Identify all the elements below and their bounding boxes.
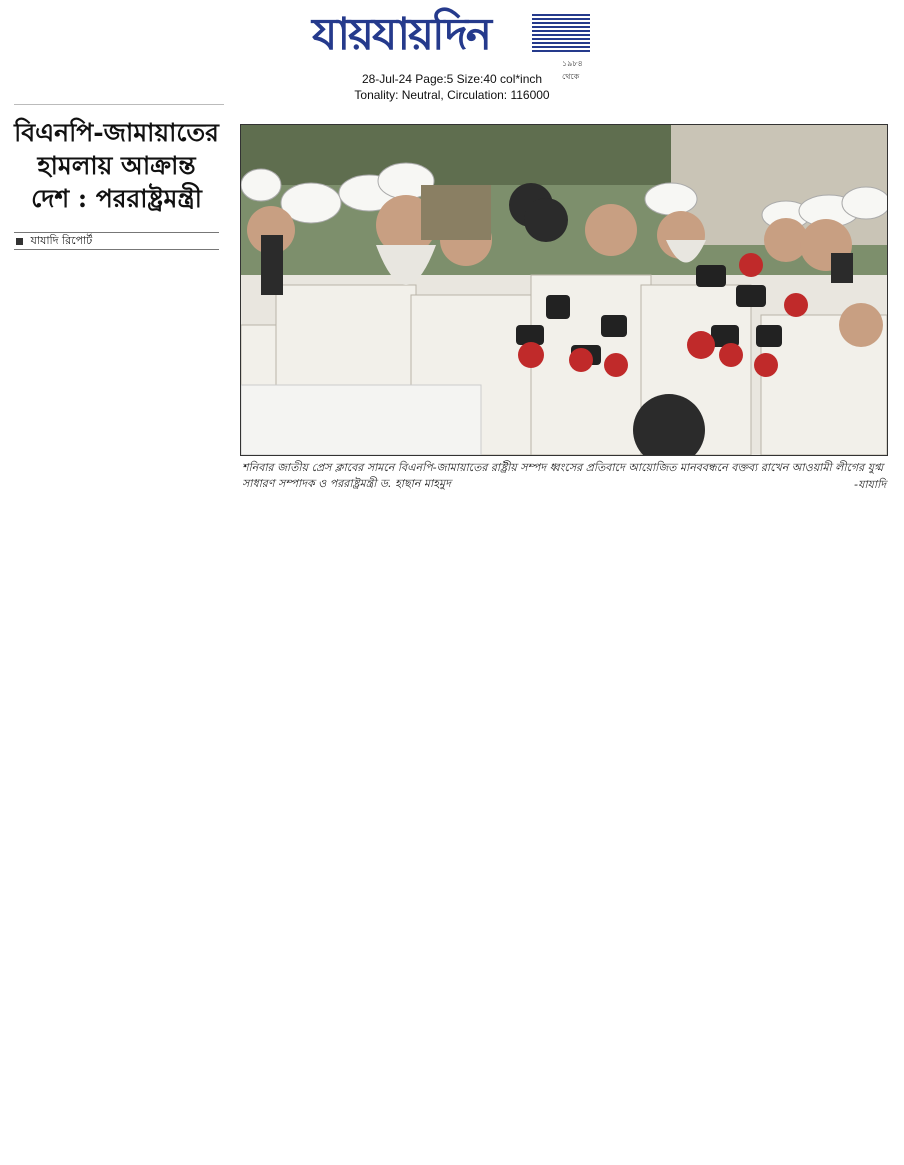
article-body [14,255,219,1155]
headline-line: বিএনপি-জামায়াতের [14,118,219,147]
headline [14,116,219,215]
photo-caption: শনিবার জাতীয় প্রেস ক্লাবের সামনে বিএনপি-জামায়াতের রাষ্ট্রীয় সম্পদ ধ্বংসের প্রতিবাদে আয়োজিত মানববন্ধনে বক্তব্য রাখেন আওয়ামী লীগের যুগ্ম সাধারণ সম্পাদক ও পররাষ্ট্রমন্ত্রী ড. হাছান মাহমুদ [242,461,884,490]
clipping-meta-line2: Tonality: Neutral, Circulation: 116000 [354,88,550,102]
logo-text: যায়যায়দিন [312,9,491,60]
reporter-name: যাযাদি রিপোর্ট [30,234,93,247]
photo-illustration [241,125,887,455]
logo-since-text: ১৯৮৪ থেকে [562,59,583,81]
headline-line: দেশ : পররাষ্ট্রমন্ত্রী [31,184,202,213]
headline-line: হামলায় আক্রান্ত [37,151,196,180]
byline-square-icon [16,238,23,245]
news-photo [240,124,888,456]
photo-credit: -যাযাদি [854,478,886,491]
reporter-byline [14,232,219,250]
divider [14,104,224,105]
clipping-meta-line1: 28-Jul-24 Page:5 Size:40 col*inch [361,72,543,86]
logo-stripes [532,14,590,54]
